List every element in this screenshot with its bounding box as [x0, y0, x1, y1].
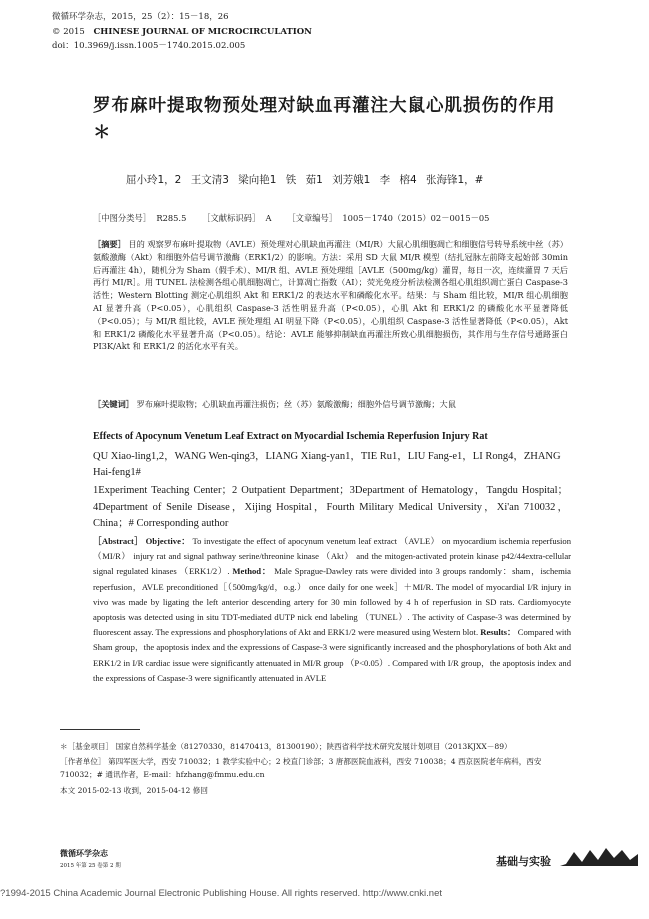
method-label: Method：	[232, 566, 272, 577]
english-affiliations: 1Experiment Teaching Center；2 Outpatient Department；3Department of Hematology，Tangdu Hospital；4Department of Senile Disease，Xijing Hospital，Fourth Military Medical University，Xi'an 710032，China；# Corresponding author	[93, 485, 568, 529]
copyright-bottom: ?1994-2015 China Academic Journal Electronic Publishing House. All rights reserved. http://www.cnki.net	[0, 888, 442, 899]
footnote-unit: ［作者单位］ 第四军医大学，西安 710032；1 教学实验中心；2 校直门诊部；3 唐都医院血液科，西安 710038；4 西京医院老年病科，西安 710032；# 通讯作者，E-mail：hfzhang@fmmu.edu.cn	[60, 757, 542, 779]
section-decoration-icon	[560, 846, 638, 866]
journal-name-bottom: 微循环学杂志	[60, 849, 108, 858]
copyright-prefix: © 2015	[52, 27, 85, 37]
footnote-fund: ＊［基金项目］ 国家自然科学基金（81270330，81470413，81300190）；陕西省科学技术研究发展计划项目（2013KJXX－89）	[60, 742, 512, 751]
keywords-cn	[93, 398, 568, 411]
results-text: Compared with Sham group，the apoptosis index and the expressions of Caspase-3 were significantly increased and the phosphorylations of both Akt and ERK1/2 in I/R cardiac issue were significantly attenuated in MI/R group （P<0.05）. Compared with I/R group，the apoptosis index and the expressions of Caspase-3 were significantly attenuated in AVLE	[93, 627, 571, 683]
abstract-cn	[93, 238, 568, 353]
journal-name-en: CHINESE JOURNAL OF MICROCIRCULATION	[93, 27, 312, 37]
abstract-cn-label: ［摘要］	[93, 239, 126, 249]
english-abstract-label: ［Abstract］	[93, 536, 144, 546]
journal-citation: 微循环学杂志，2015，25（2）：15－18，26	[52, 12, 229, 22]
objective-text: To investigate the effect of apocynum venetum leaf extract （AVLE） on myocardium ischemia reperfusion（MI/R） injury rat and signal pathway serine/threonine kinase （Akt） and the mitogen-activated protein kinase p42/44extra-cellular signal regulated kinases （ERK1/2）.	[93, 536, 571, 577]
article-title: 罗布麻叶提取物预处理对缺血再灌注大鼠心肌损伤的作用＊	[93, 96, 556, 143]
objective-label: Objective：	[145, 536, 191, 546]
english-title: Effects of Apocynum Venetum Leaf Extract on Myocardial Ischemia Reperfusion Injury Rat	[93, 431, 488, 442]
footnote-rule	[60, 729, 140, 730]
classification-line: ［中图分类号］ R285.5 ［文献标识码］ A ［文章编号］ 1005－1740（2015）02－0015－05	[93, 213, 490, 223]
issue-bottom: 2015 年第 25 卷第 2 期	[60, 863, 121, 869]
authors-cn: 屈小玲1，2 王文清3 梁向艳1 铁 茹1 刘芳娥1 李 榕4 张海锋1，#	[126, 174, 484, 186]
method-text: Male Sprague-Dawley rats were divided into 3 groups randomly：sham，ischemia reperfusion，AVLE preconditioned［（500mg/kg/d，o.g.） once daily for one week］＋MI/R. The model of myocardial I/R injury in vivo was made by ligating the left anterior descending artery for 30 min followed by 4 h of reperfusion in SD rats. Cardiomyocyte apoptosis was detected using in situ TDT-mediated dUTP nick end labeling （TUNEL）. The activity of Caspase-3 was determined by fluorescent assay. The expressions and phosphorylations of Akt and ERK1/2 were measured using Western blot.	[93, 566, 571, 638]
english-abstract	[93, 534, 571, 686]
english-authors: QU Xiao-ling1,2，WANG Wen-qing3，LIANG Xiang-yan1，TIE Ru1，LIU Fang-e1，LI Rong4，ZHANG Hai-feng1#	[93, 451, 561, 478]
keywords-cn-label: ［关键词］	[93, 399, 134, 409]
section-label: 基础与实验	[496, 855, 551, 868]
footnote-received: 本文 2015-02-13 收到，2015-04-12 修回	[60, 786, 208, 795]
abstract-cn-text: 目的 观察罗布麻叶提取物（AVLE）预处理对心肌缺血再灌注（MI/R）大鼠心肌细胞凋亡和细胞信号转导系统中丝（苏）氨酸激酶（Akt）和细胞外信号调节激酶（ERK1/2）的影响。方法：采用 SD 大鼠 MI/R 模型（结扎冠脉左前降支起始部 30min 后再灌注 4h），随机分为 Sham（假手术）、MI/R 组、AVLE 预处理组［AVLE（500mg/kg）灌胃，每日一次，连续灌胃 7 天后再行 MI/R］。用 TUNEL 法检测各组心肌细胞凋亡，计算凋亡指数（AI）；荧光免疫分析法检测各组心肌组织凋亡蛋白 Caspase-3 活性；Western Blotting 测定心肌组织 Akt 和 ERK1/2 的表达水平和磷酸化水平。结果：与 Sham 组比较，MI/R 组心肌细胞 AI 显著升高（P<0.05），心肌组织 Caspase-3 活性明显升高（P<0.05），心肌 Akt 和 ERK1/2 的磷酸化水平显著降低（P<0.05）；与 MI/R 组比较，AVLE 预处理组 AI 明显下降（P<0.05），心肌组织 Caspase-3 活性显著降低（P<0.05），Akt 和 ERK1/2 磷酸化水平显著升高（P<0.05）。结论：AVLE 能够抑制缺血再灌注所致心肌细胞损伤，其作用与生存信号通路蛋白 PI3K/Akt 和 ERK1/2 的活化水平有关。	[93, 239, 568, 352]
doi: doi：10.3969/j.issn.1005－1740.2015.02.005	[52, 41, 246, 51]
results-label: Results：	[480, 627, 516, 638]
keywords-cn-text: 罗布麻叶提取物；心肌缺血再灌注损伤；丝（苏）氨酸激酶；细胞外信号调节激酶；大鼠	[136, 399, 456, 409]
copyright-line	[52, 27, 312, 38]
